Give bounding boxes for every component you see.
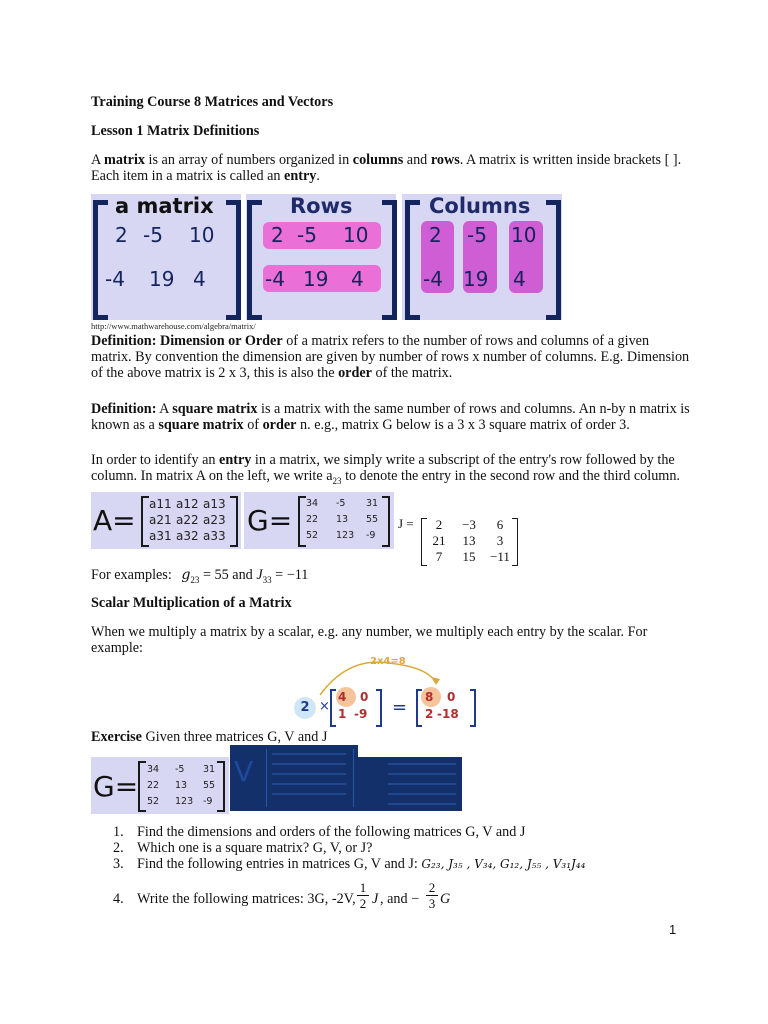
- eg-33: -9: [203, 796, 213, 807]
- times-sign: ×: [319, 699, 330, 714]
- matrix-figure: [91, 194, 562, 320]
- eg-13: 31: [203, 764, 216, 775]
- fig-p2-r2c3: 4: [351, 267, 364, 291]
- exercise-matrix-v: [230, 745, 358, 811]
- def1-line-2: matrix. By convention the dimension are given by number of rows x number of columns. E.g. Dimension: [91, 349, 690, 365]
- scalar-heading: Scalar Multiplication of a Matrix: [91, 595, 292, 611]
- equals-sign: =: [392, 697, 408, 718]
- fig-p3-r2c1: -4: [423, 267, 443, 291]
- g-31: 52: [306, 530, 319, 541]
- fig-p3-r2c2: 19: [463, 267, 489, 291]
- sl-11: 4: [338, 690, 347, 704]
- q4-two-thirds: 2 3: [426, 880, 438, 911]
- page-number: 1: [669, 922, 677, 937]
- q4-j: J: [372, 891, 379, 907]
- entry-line-1: In order to identify an entry in a matrix, we simply write a subscript of the entry's row followed by the: [91, 452, 675, 468]
- sr-22: -18: [437, 707, 459, 721]
- j-13: 6: [496, 517, 504, 532]
- a-31: a31: [149, 529, 172, 543]
- panel-title-columns: Columns: [429, 194, 531, 218]
- examples-line: For examples: $g_{23} = 55$ and $J_{33} = -11$: [91, 567, 309, 585]
- q4-half: 1 2: [357, 880, 369, 911]
- sl-22: -9: [354, 707, 368, 721]
- sl-21: 1: [338, 707, 347, 721]
- matrix-g-label: G=: [247, 504, 293, 537]
- g-22: 13: [336, 514, 349, 525]
- entry-line-2: column. In matrix A on the left, we write $a_{23}$ to denote the entry in the second row and the third column.: [91, 468, 680, 486]
- def2-line-1: Definition: A square matrix is a matrix with the same number of rows and columns. An n-by n matrix is: [91, 401, 690, 417]
- eg-21: 22: [147, 780, 160, 791]
- exercise-g-label: G=: [93, 770, 139, 803]
- sr-21: 2: [425, 707, 434, 721]
- exercise-matrix-j: [358, 757, 462, 811]
- j-33: −11: [490, 549, 510, 564]
- a-23: a23: [203, 513, 226, 527]
- a-22: a22: [176, 513, 199, 527]
- g-11: 34: [306, 498, 319, 509]
- a-11: a11: [149, 497, 172, 511]
- fig-p1-r1c2: -5: [143, 223, 163, 247]
- fig-p1-r2c3: 4: [193, 267, 206, 291]
- fig-p3-r1c3: 10: [511, 223, 537, 247]
- a-13: a13: [203, 497, 226, 511]
- fig-p2-r1c2: -5: [297, 223, 317, 247]
- intro-line-2: Each item in a matrix is called an entry.: [91, 168, 320, 184]
- matrix-j: [425, 517, 515, 565]
- question-list: [113, 824, 585, 872]
- def2-line-2: known as a square matrix of order n. e.g., matrix G below is a 3 x 3 square matrix of order 3.: [91, 417, 630, 433]
- source-url: http://www.mathwarehouse.com/algebra/matrix/: [91, 321, 256, 331]
- j-12: −3: [462, 517, 476, 532]
- j-31: 7: [435, 549, 443, 564]
- g-33: -9: [366, 530, 376, 541]
- a-12: a12: [176, 497, 199, 511]
- matrix-j-label: J =: [398, 516, 414, 531]
- sr-12: 0: [447, 690, 456, 704]
- panel-title-rows: Rows: [290, 194, 353, 218]
- matrix-a-label: A=: [93, 504, 136, 537]
- a-21: a21: [149, 513, 172, 527]
- def1-line-1: Definition: Dimension or Order of a matrix refers to the number of rows and columns of a given: [91, 333, 650, 349]
- exercise-matrix-g: [91, 757, 229, 814]
- scalar-value: 2: [294, 697, 316, 719]
- g-23: 55: [366, 514, 379, 525]
- q3-entries: G₂₃, J₃₅ , V₃₄, G₁₂, J₅₅ , V₃₁J₄₄: [421, 857, 586, 871]
- question-3: 3. Find the following entries in matrices G, V and J: G₂₃, J₃₅ , V₃₄, G₁₂, J₅₅ , V₃₁J₄₄: [113, 856, 586, 872]
- eg-32: 123: [175, 796, 194, 807]
- sl-12: 0: [360, 690, 369, 704]
- fig-p1-r1c3: 10: [189, 223, 215, 247]
- j-22: 13: [462, 533, 476, 548]
- question-4: 4. Write the following matrices: 3G, -2V,: [113, 891, 356, 907]
- j-11: 2: [435, 517, 443, 532]
- g-13: 31: [366, 498, 379, 509]
- g-21: 22: [306, 514, 319, 525]
- eg-31: 52: [147, 796, 160, 807]
- def1-line-3: of the above matrix is 2 x 3, this is also the order of the matrix.: [91, 365, 453, 381]
- arc-label: 2x4=8: [370, 656, 406, 667]
- question-2: 2. Which one is a square matrix? G, V, or J?: [113, 840, 373, 856]
- fig-p3-r1c1: 2: [429, 223, 442, 247]
- document-title: Training Course 8 Matrices and Vectors: [91, 94, 334, 110]
- fig-p2-r2c2: 19: [303, 267, 329, 291]
- j-32: 15: [462, 549, 476, 564]
- eg-11: 34: [147, 764, 160, 775]
- scalar-figure: [288, 655, 488, 727]
- q4-and: , and −: [380, 891, 420, 907]
- a-33: a33: [203, 529, 226, 543]
- intro-line-1: A matrix is an array of numbers organized in columns and rows. A matrix is written inside brackets [ ].: [91, 152, 682, 168]
- scalar-line-1: When we multiply a matrix by a scalar, e.g. any number, we multiply each entry by the scalar. For: [91, 624, 648, 640]
- fig-p3-r1c2: -5: [467, 223, 487, 247]
- j-23: 3: [496, 533, 504, 548]
- g-32: 123: [336, 530, 355, 541]
- fig-p3-r2c3: 4: [513, 267, 526, 291]
- fig-p1-r1c1: 2: [115, 223, 128, 247]
- matrix-g: [244, 492, 394, 549]
- eg-22: 13: [175, 780, 188, 791]
- q4-g: G: [440, 891, 451, 907]
- g-12: -5: [336, 498, 346, 509]
- exercise-line: Exercise Given three matrices G, V and J: [91, 729, 328, 745]
- fig-p2-r1c1: 2: [271, 223, 284, 247]
- eg-12: -5: [175, 764, 185, 775]
- a-32: a32: [176, 529, 199, 543]
- j-21: 21: [432, 533, 446, 548]
- sr-11: 8: [425, 690, 434, 704]
- fig-p2-r2c1: -4: [265, 267, 285, 291]
- eg-23: 55: [203, 780, 216, 791]
- scalar-line-2: example:: [91, 640, 143, 656]
- matrix-a: [91, 492, 241, 549]
- panel-title-matrix: a matrix: [115, 194, 214, 218]
- lesson-heading: Lesson 1 Matrix Definitions: [91, 123, 260, 139]
- fig-p1-r2c2: 19: [149, 267, 175, 291]
- fig-p2-r1c3: 10: [343, 223, 369, 247]
- question-1: 1. Find the dimensions and orders of the following matrices G, V and J: [113, 824, 526, 840]
- fig-p1-r2c1: -4: [105, 267, 125, 291]
- exercise-v-label: V: [234, 755, 254, 788]
